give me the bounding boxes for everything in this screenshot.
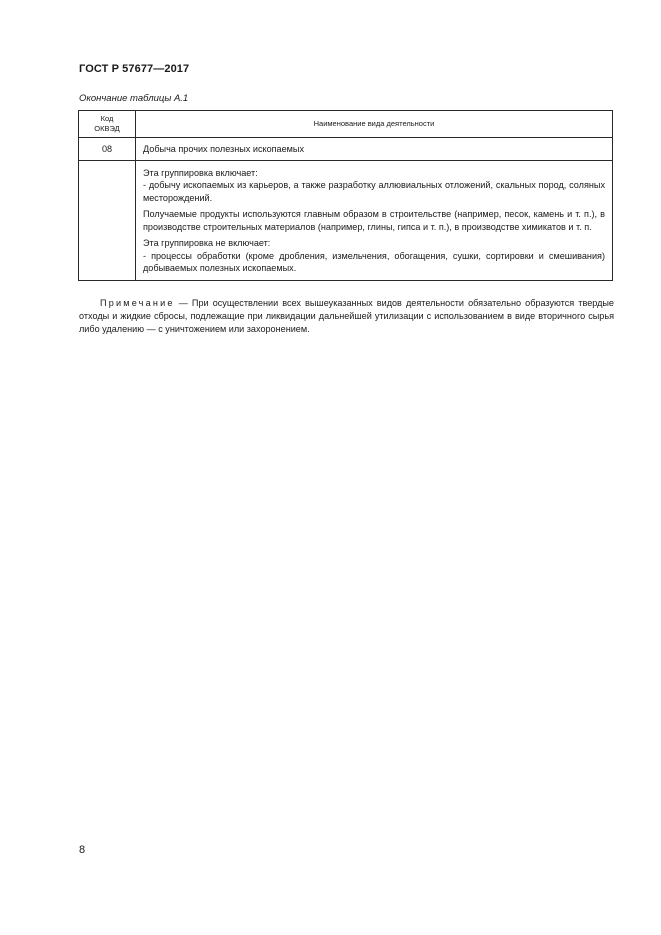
document-code-header: ГОСТ Р 57677—2017 [79,63,190,75]
code-column-header [79,111,136,138]
includes-item: - добычу ископаемых из карьеров, а также разработку аллювиальных отложений, скальных пород, соляных месторождений. [143,180,605,203]
includes-title: Эта группировка включает: [143,167,258,178]
code-column-header-label: Код ОКВЭД [94,114,120,133]
excludes-title: Эта группировка не включает: [143,238,271,248]
empty-code-cell [79,160,136,280]
okved-code-cell: 08 [79,138,136,161]
table-row [79,138,613,161]
name-column-header: Наименование вида деятельности [136,111,613,138]
okved-table [78,110,613,281]
table-row [79,160,613,280]
note-paragraph [79,297,614,335]
activity-description-cell [136,160,613,280]
table-header-row [79,111,613,138]
table-caption: Окончание таблицы А.1 [79,93,189,104]
excludes-item: - процессы обработки (кроме дробления, измельчения, обогащения, сушки, сортировки и смешивания) добываемых полезных ископаемых. [143,250,605,273]
products-text: Получаемые продукты используются главным образом в строительстве (например, песок, камень и т. п.), в производстве строительных материалов (например, глины, гипса и т. п.), в производстве химикатов и т. п. [143,209,605,232]
activity-name-cell: Добыча прочих полезных ископаемых [136,138,613,161]
note-label: Примечание [100,298,175,308]
note-text: — При осуществлении всех вышеуказанных видов деятельности обязательно образуются твердые отходы и жидкие сбросы, подлежащие при ликвидации дальнейшей утилизации с использованием в виде вторичного сырья либо удалению — с уничтожением или захоронением. [79,298,614,334]
page-number: 8 [79,844,86,856]
